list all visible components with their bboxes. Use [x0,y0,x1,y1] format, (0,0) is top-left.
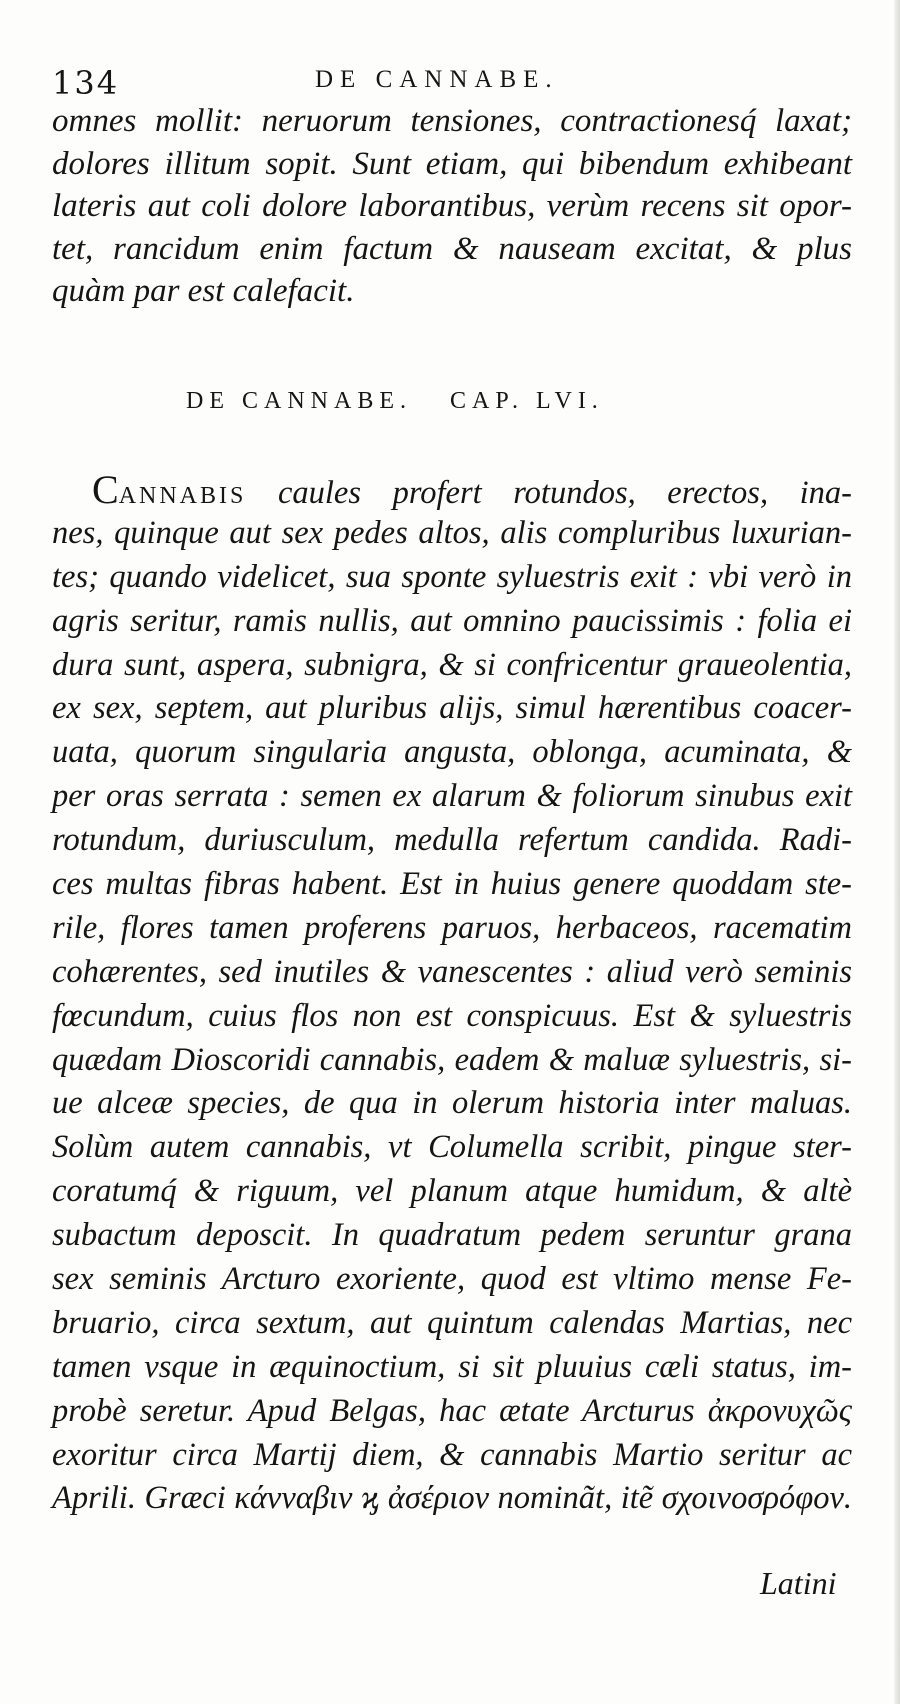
text-line: rile, flores tamen proferens paruos, herbaceos, racematim [52,909,852,946]
text-line: tet, rancidum enim factum & nauseam excitat, & plus [52,230,852,267]
drop-capital: C [92,467,119,512]
page-edge-shadow [894,0,900,1704]
text-line: subactum deposcit. In quadratum pedem seruntur grana [52,1217,852,1254]
chapter-number: CAP. LVI. [450,388,604,414]
text-line: ces multas fibras habent. Est in huius genere quoddam ste- [52,866,852,903]
text-line: fœcundum, cuius flos non est conspicuus. Est & syluestris [52,997,852,1034]
text-line: ex sex, septem, aut pluribus alijs, simul hærentibus coacer- [52,690,852,727]
text-line: rotundum, duriusculum, medulla refertum candida. Radi- [52,822,852,859]
text-line: sex seminis Arcturo exoriente, quod est vltimo mense Fe- [52,1261,852,1298]
text-line: quàm par est calefacit. [52,273,355,309]
text-line-first [52,468,852,512]
text-line: Aprili. Græci κάνναβιν ϗ ἀσέριον nominãt, itẽ σχοινοσρόφον. [52,1480,852,1517]
catchword: Latini [760,1565,837,1601]
text-line: dolores illitum sopit. Sunt etiam, qui bibendum exhibeant [52,145,852,182]
text-line: dura sunt, aspera, subnigra, & si confricentur graueolentia, [52,646,852,683]
text-line: tes; quando videlicet, sua sponte syluestris exit : vbi verò in [52,558,852,595]
text-line: tamen vsque in æquinoctium, si sit pluuius cæli status, im- [52,1348,852,1385]
small-caps-word: ANNABIS [118,483,247,509]
text-line: bruario, circa sextum, aut quintum calendas Martias, nec [52,1304,852,1341]
text-line: cohærentes, sed inutiles & vanescentes : aliud verò seminis [52,953,852,990]
text-line: exoritur circa Martij diem, & cannabis Martio seritur ac [52,1436,852,1473]
text-line: omnes mollit: neruorum tensiones, contractionesq́ laxat; [52,103,852,139]
chapter-paragraph [52,468,852,1521]
text-line: uata, quorum singularia angusta, oblonga, acuminata, & [52,734,852,771]
running-head-title: DE CANNABE. [315,66,559,93]
chapter-heading [186,388,604,415]
text-line: probè seretur. Apud Belgas, hac ætate Arcturus ἀκρονυχῶς [52,1392,852,1429]
text-line: quædam Dioscoridi cannabis, eadem & maluæ syluestris, si- [52,1041,852,1078]
text-line: ue alceæ species, de qua in olerum historia inter maluas. [52,1085,852,1122]
text-line: agris seritur, ramis nullis, aut omnino paucissimis : folia ei [52,602,852,639]
text-line: per oras serrata : semen ex alarum & foliorum sinubus exit [52,778,852,815]
chapter-title: DE CANNABE. [186,388,412,414]
paragraph-continued [52,100,852,313]
page-number: 134 [52,64,120,102]
first-line-text: caules profert rotundos, erectos, ina- [277,475,853,511]
text-line: nes, quinque aut sex pedes altos, alis compluribus luxurian- [52,514,852,551]
text-line: coratumq́ & riguum, vel planum atque humidum, & altè [52,1173,852,1210]
text-line: lateris aut coli dolore laborantibus, verùm recens sit opor- [52,188,852,224]
running-head [52,64,852,104]
text-line: Solùm autem cannabis, vt Columella scribit, pingue ster- [52,1129,852,1166]
